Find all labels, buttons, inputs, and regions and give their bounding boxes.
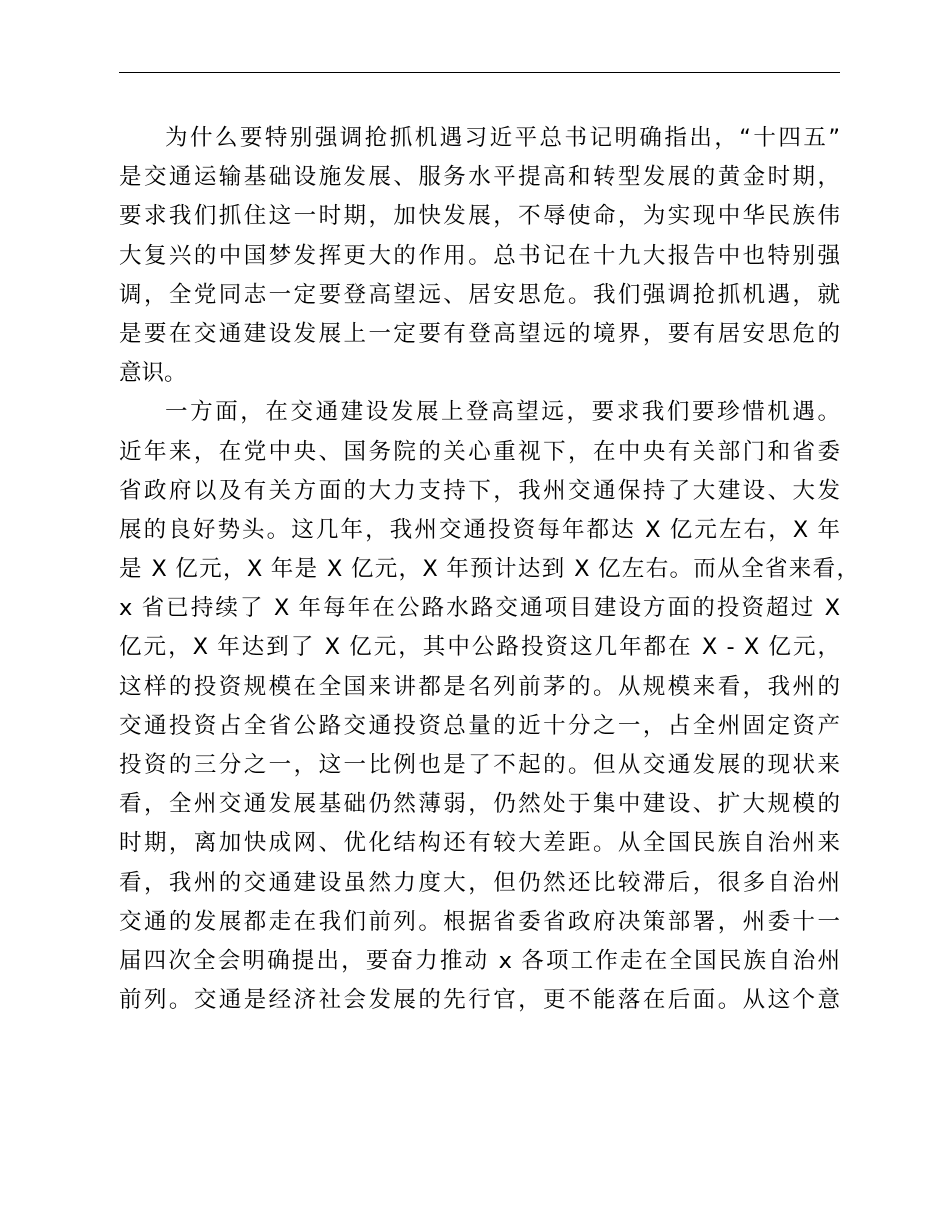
text-line: 省政府以及有关方面的大力支持下，我州交通保持了大建设、大发	[119, 477, 840, 504]
text-line: 是要在交通建设发展上一定要有登高望远的境界，要有居安思危的	[119, 320, 840, 347]
text-line: 亿元，X 年达到了 X 亿元，其中公路投资这几年都在 X - X 亿元，	[119, 634, 840, 661]
text-line: 一方面，在交通建设发展上登高望远，要求我们要珍惜机遇。	[165, 399, 840, 426]
text-line: 前列。交通是经济社会发展的先行官，更不能落在后面。从这个意	[119, 987, 840, 1014]
text-line: 近年来，在党中央、国务院的关心重视下，在中央有关部门和省委	[119, 438, 840, 465]
text-line: 投资的三分之一，这一比例也是了不起的。但从交通发展的现状来	[119, 752, 840, 778]
text-line: 为什么要特别强调抢抓机遇习近平总书记明确指出，“十四五”	[165, 125, 840, 151]
text-line: x 省已持续了 X 年每年在公路水路交通项目建设方面的投资超过 X	[119, 595, 840, 622]
text-line: 是 X 亿元，X 年是 X 亿元，X 年预计达到 X 亿左右。而从全省来看，	[119, 556, 859, 583]
text-line: 要求我们抓住这一时期，加快发展，不辱使命，为实现中华民族伟	[119, 203, 840, 230]
text-line: 届四次全会明确提出，要奋力推动 x 各项工作走在全国民族自治州	[119, 947, 840, 974]
text-line: 看，全州交通发展基础仍然薄弱，仍然处于集中建设、扩大规模的	[119, 791, 840, 818]
text-line: 时期，离加快成网、优化结构还有较大差距。从全国民族自治州来	[119, 830, 840, 857]
text-line: 展的良好势头。这几年，我州交通投资每年都达 X 亿元左右，X 年	[119, 516, 840, 543]
text-line: 这样的投资规模在全国来讲都是名列前茅的。从规模来看，我州的	[119, 673, 840, 700]
text-line: 意识。	[119, 360, 187, 387]
text-line: 交通的发展都走在我们前列。根据省委省政府决策部署，州委十一	[119, 908, 840, 935]
text-line: 大复兴的中国梦发挥更大的作用。总书记在十九大报告中也特别强	[119, 242, 840, 269]
text-line: 看，我州的交通建设虽然力度大，但仍然还比较滞后，很多自治州	[119, 869, 840, 896]
header-rule	[119, 72, 840, 73]
text-line: 调，全党同志一定要登高望远、居安思危。我们强调抢抓机遇，就	[119, 281, 840, 308]
text-line: 是交通运输基础设施发展、服务水平提高和转型发展的黄金时期，	[119, 164, 840, 191]
text-line: 交通投资占全省公路交通投资总量的近十分之一，占全州固定资产	[119, 712, 840, 739]
body-text	[119, 119, 859, 1020]
